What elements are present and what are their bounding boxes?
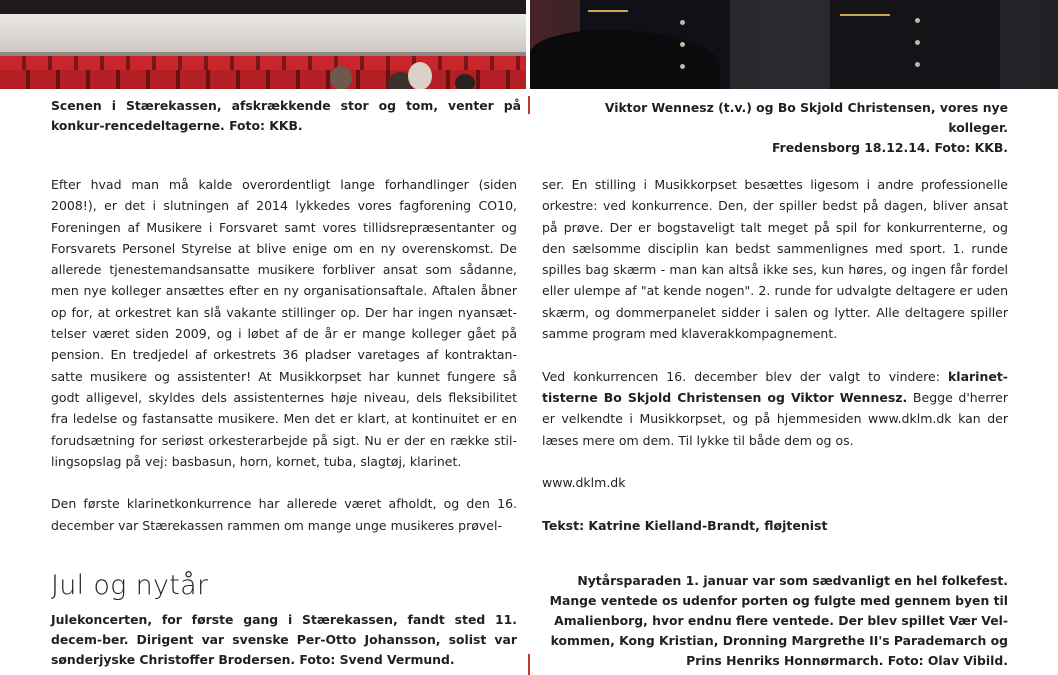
- article-paragraph: Efter hvad man må kalde overordentligt lange forhandlinger (siden 2008!), er det i slutningen af 2014 lykkedes vores fagforening CO10, Foreningen af Musikere i Forsvaret samt vores tillidsrepræsentanter og Forsvarets Personel Styrelse at blive enige om en ny overenskomst. De allerede tjenestemandsansatte musikere forbliver ansat som sådanne, men nye kolleger ansættes efter en ny organisationsaftale. Aftalen åbner op for, at orkestret kan slå vakante stillinger op. Der har ingen nyansæt-telser været siden 2009, og i løbet af de år er mange kolleger gået på pension. En tredjedel af orkestrets 36 pladser varetages af kontraktan-satte musikere og assistenter! At Musikkorpset har kunnet fungere så godt alligevel, skyldes dels assistenternes høje niveau, dels fleksibilitet fra ledelse og fastansatte musikere. Men det er klart, at kontinuitet er en forudsætning for seriøst orkesterarbejde på sigt. Nu er der en række stil-lingsopslag på vej: basbasun, horn, kornet, tuba, slagtøj, klarinet.: [51, 177, 517, 469]
- website-link[interactable]: www.dklm.dk: [542, 475, 626, 491]
- article-byline: Tekst: Katrine Kielland-Brandt, fløjtenist: [542, 517, 828, 533]
- caption-line: kommen, Kong Kristian, Dronning Margrethe II's Parademarch og: [550, 633, 1008, 648]
- stage-photo-caption: Scenen i Stærekassen, afskrækkende stor og tom, venter på konkur-rencedeltagerne. Foto: KKB.: [51, 98, 521, 133]
- christmas-concert-caption: Julekoncerten, for første gang i Stærekassen, fandt sted 11. decem-ber. Dirigent var svenske Per-Otto Johansson, solist var sønderjyske Christoffer Brodersen. Foto: Svend Vermund.: [51, 612, 517, 667]
- stage-photo: [0, 0, 526, 89]
- uniform-button: [680, 42, 685, 47]
- section-heading: Jul og nytår: [51, 570, 209, 601]
- musicians-photo: [530, 0, 1058, 89]
- column-divider-top: [528, 96, 530, 114]
- caption-line: Nytårsparaden 1. januar var som sædvanligt en hel folkefest.: [577, 573, 1008, 588]
- stage-floor: [0, 14, 526, 56]
- caption-line: Fredensborg 18.12.14. Foto: KKB.: [771, 140, 1008, 155]
- caption-line: Prins Henriks Honnørmarch. Foto: Olav Vibild.: [686, 653, 1008, 668]
- audience-head: [330, 66, 352, 89]
- article-paragraph-winners: [542, 366, 1008, 451]
- article-column-left: [51, 174, 517, 557]
- caption-line: Mange ventede os udenfor porten og fulgte med gennem byen til: [549, 593, 1008, 608]
- musicians-photo-caption: [560, 98, 1008, 158]
- article-paragraph: ser. En stilling i Musikkorpset besættes ligesom i andre professionelle orkestre: ved konkurrence. Den, der spiller bedst på dagen, bliver ansat på prøve. Der er bogstaveligt talt meget på spil for konkurrenterne, og den sælsomme disciplin kan bedst sammenlignes med sport. 1. runde spilles bag skærm - man kan altså ikke ses, kun høres, og ingen får fordel eller ulempe af "at kende nogen". 2. runde for udvalgte deltagere er uden skærm, og dommerpanelet sidder i salen og lytter. Alle deltagere spiller samme program med klaverakkompagnement.: [542, 177, 1008, 342]
- winners-outro: Begge d'herrer er velkendte i Musikkorpset, og på hjemmesiden www.dklm.dk kan der læses mere om dem. Til lykke til både dem og os.: [542, 389, 1008, 448]
- winners-intro: Ved konkurrencen 16. december blev der valgt to vindere:: [542, 368, 948, 384]
- stage-backdrop: [0, 0, 526, 14]
- uniform-cord: [840, 14, 890, 16]
- audience-head: [455, 74, 475, 89]
- article-paragraph: Den første klarinetkonkurrence har allerede været afholdt, og den 16. december var Stærekassen rammen om mange unge musikeres prøvel-: [51, 496, 517, 533]
- winners-names: klarinet-tisterne Bo Skjold Christensen og Viktor Wennesz.: [542, 368, 1008, 405]
- uniform-cord: [588, 10, 628, 12]
- uniform-button: [915, 62, 920, 67]
- caption-line: Amalienborg, hvor endnu flere ventede. Der blev spillet Vær Vel-: [554, 613, 1008, 628]
- uniform-button: [915, 18, 920, 23]
- new-year-parade-caption: [540, 571, 1008, 671]
- audience-head: [408, 62, 432, 89]
- audience-seats-front-row: [0, 70, 526, 89]
- uniform-button: [680, 20, 685, 25]
- uniform-button: [680, 64, 685, 69]
- caption-line: Viktor Wennesz (t.v.) og Bo Skjold Christensen, vores nye kolleger.: [604, 100, 1008, 135]
- column-divider-bottom: [528, 654, 530, 675]
- article-column-right: [542, 174, 1008, 557]
- uniform-button: [915, 40, 920, 45]
